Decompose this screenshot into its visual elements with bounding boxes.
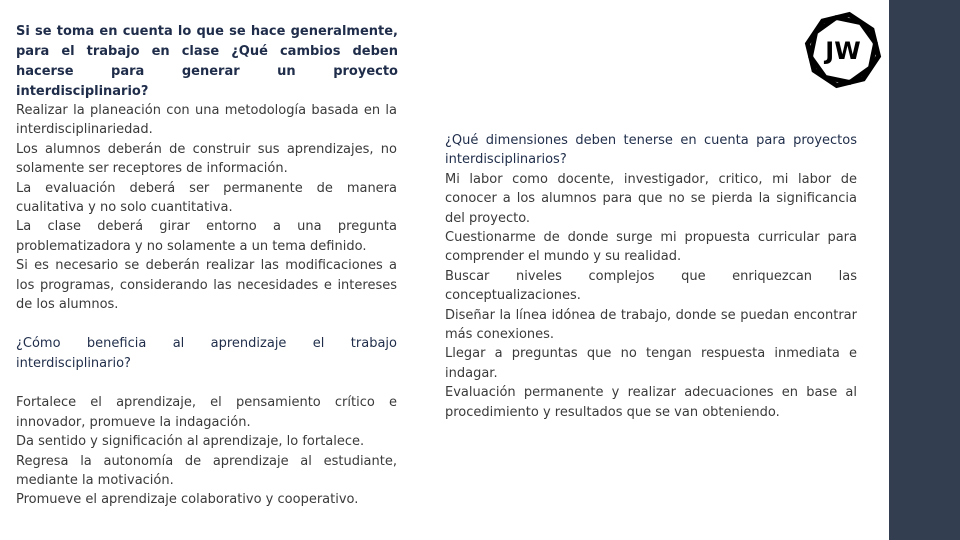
right-column (445, 131, 857, 422)
answer2-line: Regresa la autonomía de aprendizaje al estudiante, mediante la motivación. (16, 453, 397, 488)
right-answer-line: Cuestionarme de donde surge mi propuesta curricular para comprender el mundo y su realidad. (445, 230, 857, 265)
answer2-line: Promueve el aprendizaje colaborativo y cooperativo. (16, 492, 359, 508)
answer1-line: Los alumnos deberán de construir sus aprendizajes, no solamente ser receptores de información. (16, 141, 397, 177)
right-answer-line: Diseñar la línea idónea de trabajo, donde se puedan encontrar más conexiones. (445, 307, 857, 343)
right-question: ¿Qué dimensiones deben tenerse en cuenta para proyectos interdisciplinarios? (445, 133, 857, 168)
answer1-line: La evaluación deberá ser permanente de manera cualitativa y no solo cuantitativa. (16, 180, 397, 216)
question2: ¿Cómo beneficia al aprendizaje el trabajo interdisciplinario? (16, 336, 397, 371)
slide-title: Si se toma en cuenta lo que se hace generalmente, para el trabajo en clase ¿Qué cambios deben hacerse para generar un proyecto interdisciplinario? (16, 24, 398, 99)
answer1-line: Realizar la planeación con una metodología basada en la interdisciplinariedad. (16, 103, 397, 138)
left-column (16, 101, 397, 510)
answer2-line: Da sentido y significación al aprendizaje, lo fortalece. (16, 434, 365, 450)
right-answer-line: Evaluación permanente y realizar adecuaciones en base al procedimiento y resultados que se van obteniendo. (445, 385, 857, 420)
svg-text:JW: JW (825, 37, 861, 65)
answer1-line: Si es necesario se deberán realizar las modificaciones a los programas, considerando las necesidades e intereses de los alumnos. (16, 258, 397, 313)
right-answer-line: Buscar niveles complejos que enriquezcan las conceptualizaciones. (445, 268, 857, 304)
right-answer-line: Mi labor como docente, investigador, critico, mi labor de conocer a los alumnos para que no se pierda la significancia del proyecto. (445, 171, 857, 226)
side-panel (889, 0, 960, 540)
right-answer-line: Llegar a preguntas que no tengan respuesta inmediata e indagar. (445, 346, 857, 381)
answer2-line: Fortalece el aprendizaje, el pensamiento crítico e innovador, promueve la indagación. (16, 395, 397, 430)
logo (803, 10, 883, 90)
answer1-line: La clase deberá girar entorno a una pregunta problematizadora y no solamente a un tema definido. (16, 219, 397, 254)
